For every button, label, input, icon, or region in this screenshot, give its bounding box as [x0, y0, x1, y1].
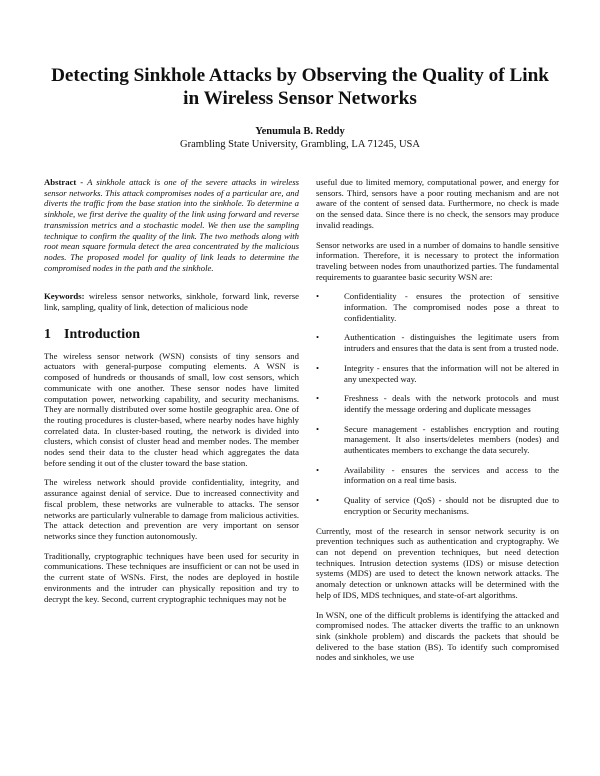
paper-title	[20, 64, 580, 110]
bullet-icon: •	[316, 393, 320, 404]
security-requirements-list	[316, 291, 559, 516]
bullet-icon: •	[316, 362, 320, 373]
list-item-text: Confidentiality - ensures the protection of sensitive information. The compromised nodes pose a threat to confidentiality.	[344, 291, 559, 323]
bullet-icon: •	[316, 332, 320, 343]
bullet-icon: •	[316, 495, 320, 506]
list-item	[316, 363, 559, 384]
requirements-intro: Sensor networks are used in a number of domains to handle sensitive information. Therefore, it is necessary to protect the information traveling between nodes from unauthorized parties. The fundamental requirements to guarantee basic security WSN are:	[316, 239, 559, 282]
author-affiliation: Grambling State University, Grambling, LA 71245, USA	[180, 139, 420, 150]
author-name: Yenumula B. Reddy	[255, 126, 345, 137]
list-item-text: Authentication - distinguishes the legitimate users from intruders and ensures that the data is sent from a trusted node.	[344, 332, 559, 354]
bullet-icon: •	[316, 423, 320, 434]
section-title: Introduction	[64, 326, 140, 342]
abstract-text: A sinkhole attack is one of the severe attacks in wireless sensor networks. This attack compromises nodes of a particular are, and diverts the traffic from the base station into the sinkhole. To determine a sinkhole, we first derive the quality of the link using forward and reverse transmission metrics and a stochastic model. We then use the sampling technique to confirm the quality of the link. The two methods along with root mean square formula detect the area concentrated by the malicious nodes. The proposed model for quality of link leads to determine the compromised nodes in the path and the sinkhole.	[44, 177, 299, 273]
section-heading-introduction	[44, 327, 299, 343]
intro-paragraph: The wireless network should provide confidentiality, integrity, and assurance against denial of service. Due to increased connectivity and fiscal problem, these networks are vulnerable to attacks. The sensor networks are particularly vulnerable to damage from malicious activities. The attack detection and prevention are very important on sensor networks since they function autonomously.	[44, 477, 299, 541]
keywords	[44, 291, 299, 312]
intro-paragraph: The wireless sensor network (WSN) consists of tiny sensors and actuators with general-purpose computing elements. A WSN is composed of hundreds or thousands of small, low cost sensors, which communicate with one another. These sensor nodes have limited computation power, networking capability, and security mechanisms. They are normally distributed over some hostile geographic area. One of the routing procedures is cluster-based, where nearby nodes have highly correlated data. In cluster-based routing, the network is divided into clusters, which consist of cluster head and member nodes. The member nodes send their data to the cluster head which aggregates the data before sending it out of the cluster toward the base station.	[44, 350, 299, 468]
left-column	[44, 177, 299, 613]
list-item	[316, 424, 559, 456]
abstract-label: Abstract -	[44, 177, 84, 187]
list-item	[316, 465, 559, 486]
bullet-icon: •	[316, 464, 320, 475]
list-item-text: Availability - ensures the services and access to the information on a real time basis.	[344, 464, 559, 486]
list-item	[316, 495, 559, 516]
list-item-text: Quality of service (QoS) - should not be disrupted due to encryption or Security mechanisms.	[344, 495, 559, 516]
keywords-label: Keywords:	[44, 291, 85, 302]
intro-paragraph: Traditionally, cryptographic techniques have been used for security in communications. These techniques are insufficient or can not be used in the current state of WSNs. First, the nodes are deployed in hostile environments and the intruder can physically reposition and try to decrypt the key. Second, current cryptographic techniques may not be	[44, 550, 299, 604]
list-item-text: Integrity - ensures that the information will not be altered in any unexpected way.	[344, 362, 559, 384]
title-line-2: in Wireless Sensor Networks	[183, 88, 417, 109]
list-item	[316, 291, 559, 323]
list-item	[316, 393, 559, 414]
list-item-text: Secure management - establishes encryption and routing management. It also inserts/deletes members (nodes) and authenticates members to exchange the data securely.	[344, 423, 559, 456]
section-number: 1	[44, 326, 51, 342]
abstract	[44, 177, 299, 273]
title-line-1: Detecting Sinkhole Attacks by Observing the Quality of Link	[51, 65, 549, 86]
bullet-icon: •	[316, 291, 320, 302]
sinkhole-paragraph: In WSN, one of the difficult problems is identifying the attacked and compromised nodes. The attacker diverts the traffic to an unknown sink (sinkhole problem) and discards the packets that should be delivered to the base station (BS). To identify such compromised nodes and sinkholes, we use	[316, 609, 559, 663]
right-column	[316, 177, 559, 672]
research-paragraph: Currently, most of the research in sensor network security is on prevention techniques such as authentication and cryptography. We can not depend on prevention techniques, but need detection techniques. Intrusion detection systems (IDS) or misuse detection systems (MDS) are used to detect the known network attacks. The anomaly detection or unknown attacks will be determined with the help of IDS, MDS techniques, and state-of-art algorithms.	[316, 525, 559, 600]
keywords-text: wireless sensor networks, sinkhole, forward link, reverse link, sampling, quality of link, detection of malicious node	[44, 291, 300, 313]
continued-paragraph: useful due to limited memory, computational power, and energy for sensors. Third, sensors have a poor routing mechanism and are not aware of the content of sensed data. Furthermore, no check is made on the sensed data. Since there is no check, the sensors may produce invalid readings.	[316, 177, 559, 230]
list-item-text: Freshness - deals with the network protocols and must identify the message ordering and duplicate messages	[344, 393, 559, 414]
list-item	[316, 332, 559, 353]
